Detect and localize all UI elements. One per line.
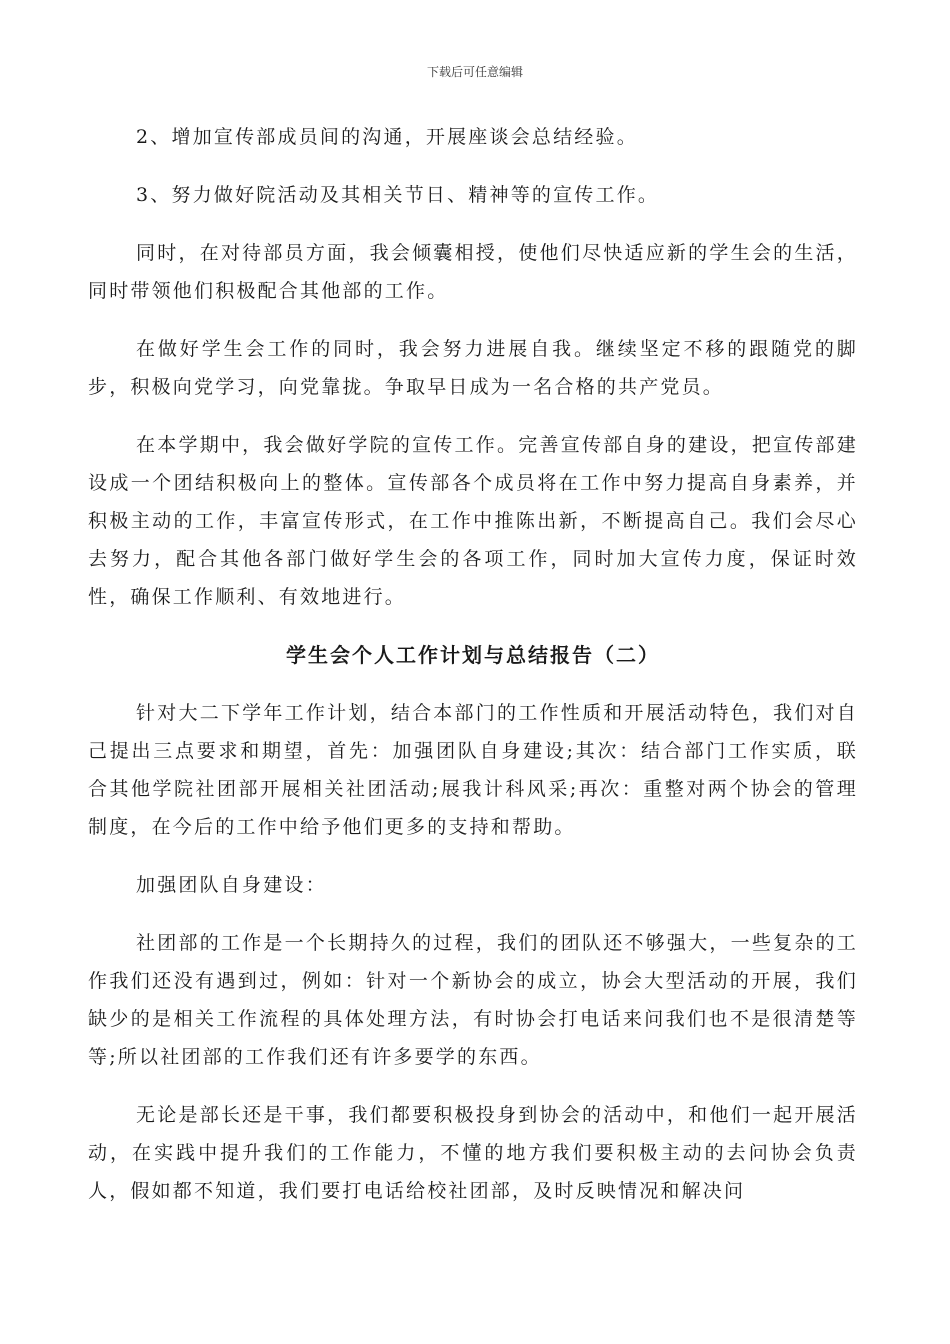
section-title: 学生会个人工作计划与总结报告（二）: [286, 643, 660, 667]
paragraph: 3、努力做好院活动及其相关节日、精神等的宣传工作。: [136, 184, 660, 206]
paragraph: 2、增加宣传部成员间的沟通，开展座谈会总结经验。: [136, 126, 638, 148]
paragraph: 无论是部长还是干事，我们都要积极投身到协会的活动中，和他们一起开展活动，在实践中提升我们的工作能力，不懂的地方我们要积极主动的去问协会负责人，假如都不知道，我们要打电话给校社团部，及时反映情况和解决问: [88, 1104, 858, 1202]
document-body: [88, 118, 858, 1210]
paragraph: 在本学期中，我会做好学院的宣传工作。完善宣传部自身的建设，把宣传部建设成一个团结积极向上的整体。宣传部各个成员将在工作中努力提高自身素养，并积极主动的工作，丰富宣传形式，在工作中推陈出新，不断提高自己。我们会尽心去努力，配合其他各部门做好学生会的各项工作，同时加大宣传力度，保证时效性，确保工作顺利、有效地进行。: [88, 434, 858, 608]
page-header-note: 下载后可任意编辑: [426, 65, 523, 79]
paragraph: 在做好学生会工作的同时，我会努力进展自我。继续坚定不移的跟随党的脚步，积极向党学习，向党靠拢。争取早日成为一名合格的共产党员。: [88, 338, 858, 398]
paragraph: 同时，在对待部员方面，我会倾囊相授，使他们尽快适应新的学生会的生活，同时带领他们积极配合其他部的工作。: [88, 242, 858, 302]
paragraph: 针对大二下学年工作计划，结合本部门的工作性质和开展活动特色，我们对自己提出三点要求和期望，首先：加强团队自身建设;其次：结合部门工作实质，联合其他学院社团部开展相关社团活动;展我计科风采;再次：重整对两个协会的管理制度，在今后的工作中给予他们更多的支持和帮助。: [88, 702, 858, 838]
paragraph: 社团部的工作是一个长期持久的过程，我们的团队还不够强大，一些复杂的工作我们还没有遇到过，例如：针对一个新协会的成立，协会大型活动的开展，我们缺少的是相关工作流程的具体处理方法，有时协会打电话来问我们也不是很清楚等等;所以社团部的工作我们还有许多要学的东西。: [88, 932, 858, 1068]
paragraph: 加强团队自身建设：: [136, 874, 327, 896]
